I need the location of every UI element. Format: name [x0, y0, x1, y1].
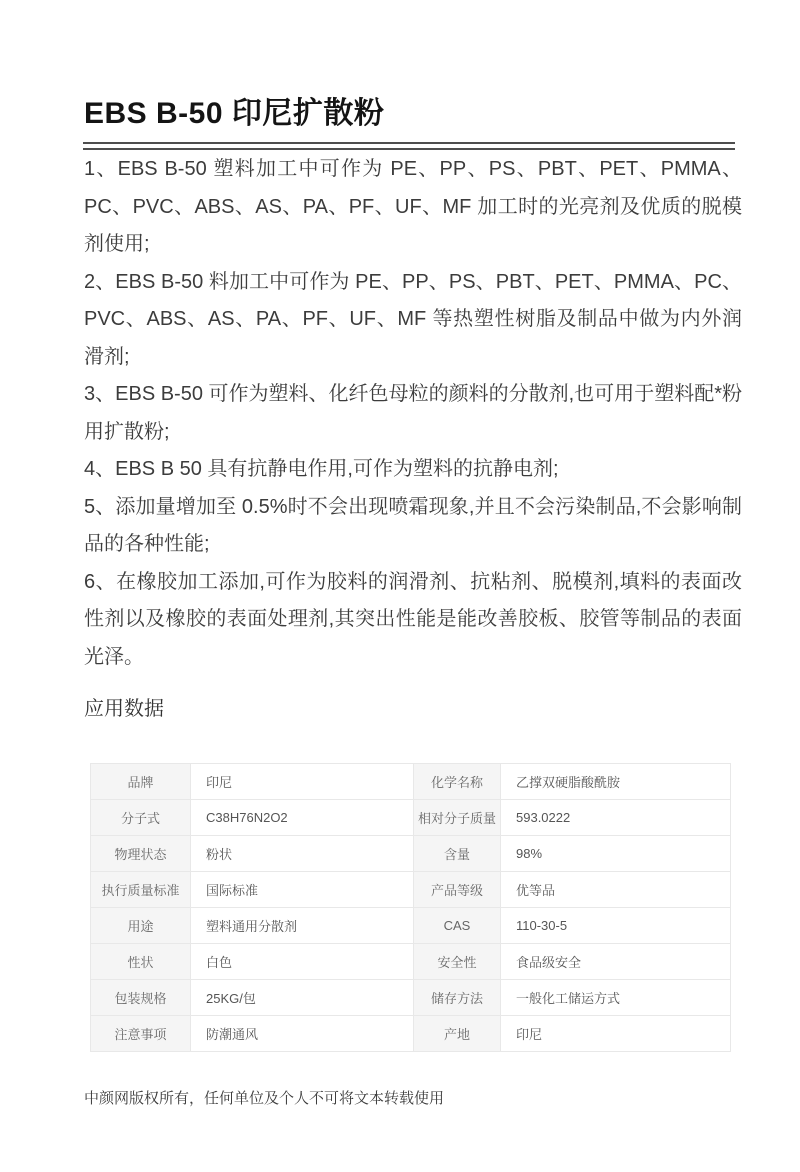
table-value-cell: 乙撑双硬脂酸酰胺	[501, 764, 731, 800]
table-value-cell: 593.0222	[501, 800, 731, 836]
table-value-cell: 食品级安全	[501, 944, 731, 980]
table-row	[91, 872, 731, 908]
table-value-cell: C38H76N2O2	[191, 800, 414, 836]
description-list	[84, 151, 742, 676]
table-label-cell: 物理状态	[91, 836, 191, 872]
table-label-cell: 含量	[414, 836, 501, 872]
table-row	[91, 1016, 731, 1052]
table-value-cell: 一般化工储运方式	[501, 980, 731, 1016]
table-label-cell: 分子式	[91, 800, 191, 836]
table-label-cell: 相对分子质量	[414, 800, 501, 836]
table-value-cell: 国际标准	[191, 872, 414, 908]
table-label-cell: 用途	[91, 908, 191, 944]
title-divider	[83, 142, 735, 150]
table-label-cell: 品牌	[91, 764, 191, 800]
table-value-cell: 优等品	[501, 872, 731, 908]
table-row	[91, 908, 731, 944]
table-value-cell: 白色	[191, 944, 414, 980]
table-value-cell: 印尼	[191, 764, 414, 800]
table-label-cell: CAS	[414, 908, 501, 944]
copyright-notice: 中颜网版权所有，任何单位及个人不可将文本转载使用	[84, 1091, 445, 1107]
table-value-cell: 防潮通风	[191, 1016, 414, 1052]
table-row	[91, 800, 731, 836]
section-heading: 应用数据	[84, 698, 164, 720]
table-label-cell: 储存方法	[414, 980, 501, 1016]
description-item: 4、EBS B 50 具有抗静电作用,可作为塑料的抗静电剂;	[84, 458, 559, 480]
table-value-cell: 塑料通用分散剂	[191, 908, 414, 944]
table-label-cell: 包装规格	[91, 980, 191, 1016]
table-row	[91, 944, 731, 980]
table-label-cell: 安全性	[414, 944, 501, 980]
table-value-cell: 110-30-5	[501, 908, 731, 944]
table-row	[91, 980, 731, 1016]
page-title: EBS B-50 印尼扩散粉	[84, 97, 385, 130]
table-value-cell: 98%	[501, 836, 731, 872]
table-label-cell: 化学名称	[414, 764, 501, 800]
description-item: 1、EBS B-50 塑料加工中可作为 PE、PP、PS、PBT、PET、PMMA、PC、PVC、ABS、AS、PA、PF、UF、MF 加工时的光亮剂及优质的脱模剂使用;	[84, 158, 742, 255]
table-label-cell: 执行质量标准	[91, 872, 191, 908]
description-item: 6、在橡胶加工添加,可作为胶料的润滑剂、抗粘剂、脱模剂,填料的表面改性剂以及橡胶的表面处理剂,其突出性能是能改善胶板、胶管等制品的表面光泽。	[84, 570, 742, 668]
table-label-cell: 性状	[91, 944, 191, 980]
table-value-cell: 粉状	[191, 836, 414, 872]
table-label-cell: 注意事项	[91, 1016, 191, 1052]
description-item: 3、EBS B-50 可作为塑料、化纤色母粒的颜料的分散剂,也可用于塑料配*粉用扩散粉;	[84, 383, 742, 443]
table-row	[91, 764, 731, 800]
description-item: 2、EBS B-50 料加工中可作为 PE、PP、PS、PBT、PET、PMMA、PC、PVC、ABS、AS、PA、PF、UF、MF 等热塑性树脂及制品中做为内外润滑剂;	[84, 270, 742, 368]
table-label-cell: 产品等级	[414, 872, 501, 908]
table-value-cell: 25KG/包	[191, 980, 414, 1016]
product-data-table	[90, 763, 731, 1052]
table-label-cell: 产地	[414, 1016, 501, 1052]
description-item: 5、添加量增加至 0.5%时不会出现喷霜现象,并且不会污染制品,不会影响制品的各种性能;	[84, 495, 742, 555]
table-row	[91, 836, 731, 872]
table-value-cell: 印尼	[501, 1016, 731, 1052]
